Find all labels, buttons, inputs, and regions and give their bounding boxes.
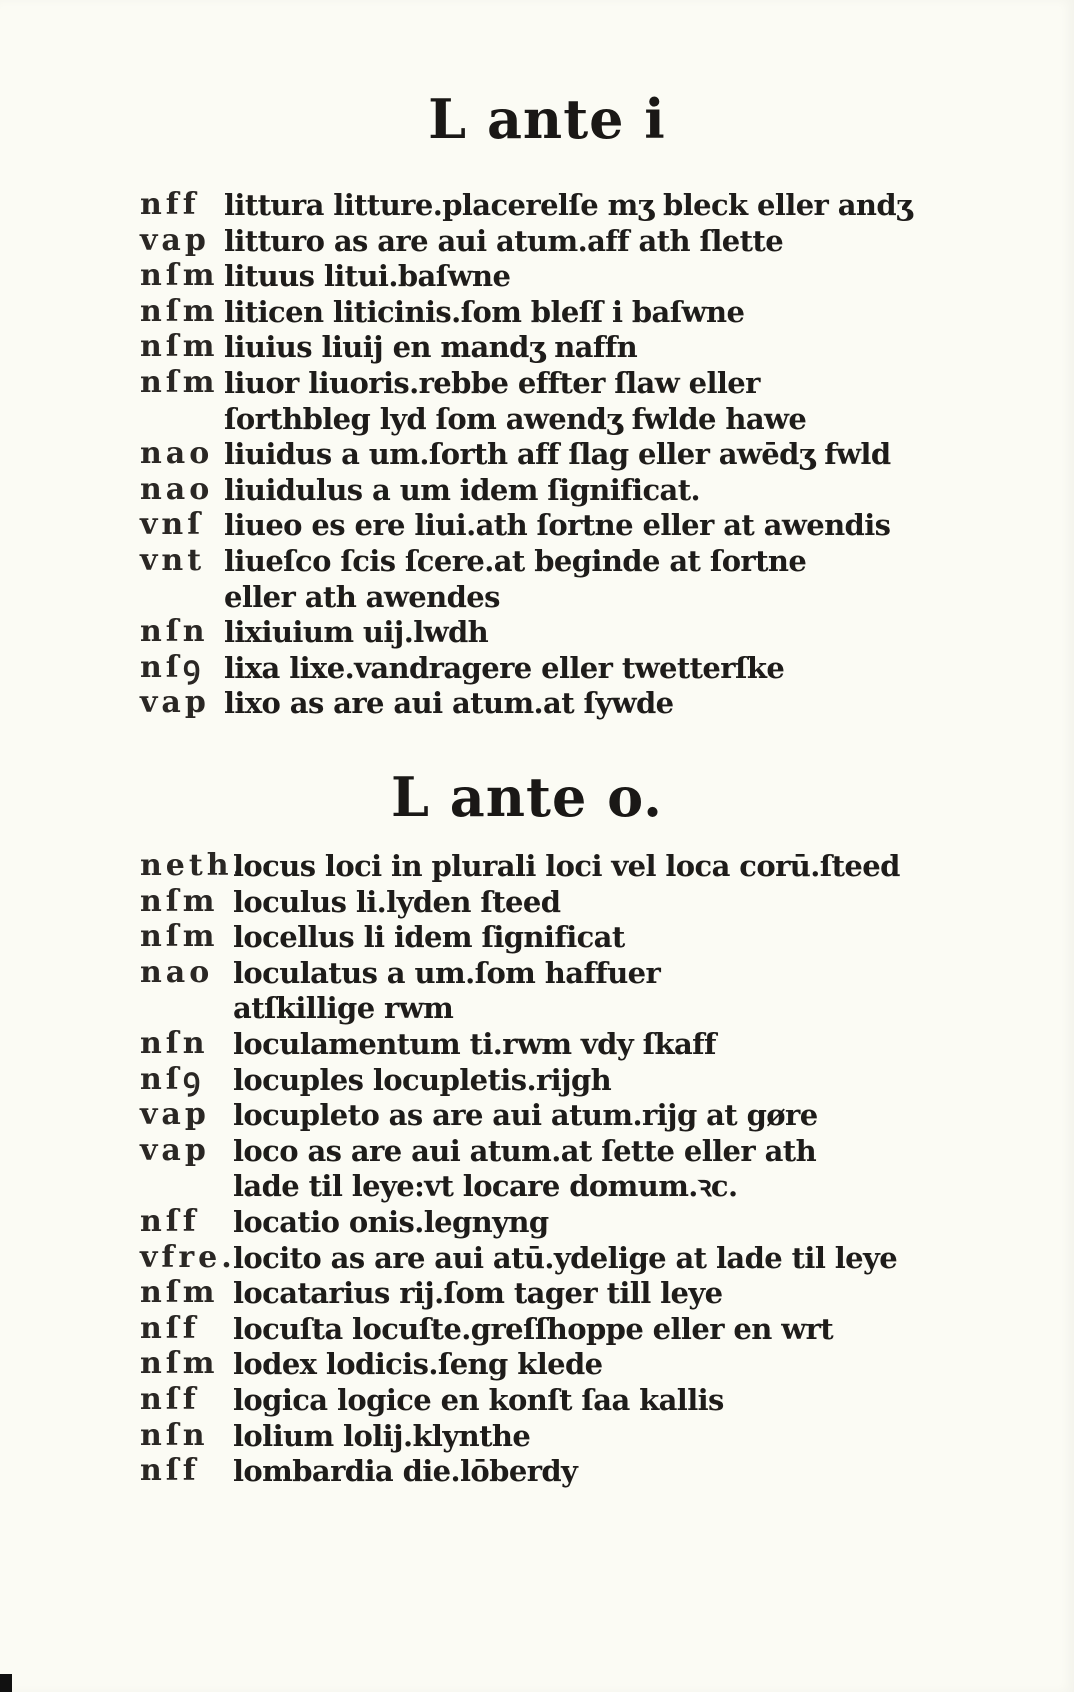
entry-grammar-code: nao <box>140 954 214 990</box>
entry-grammar-code: nſf <box>140 1310 200 1346</box>
entry-grammar-code: nſn <box>140 1025 209 1061</box>
entry-definition: locuples locupletis.rijgh <box>233 1062 612 1097</box>
entry-grammar-code: nff <box>140 187 200 222</box>
entry-grammar-code: vfre. <box>140 1239 236 1275</box>
entry-grammar-code: nſꝯ <box>140 649 205 685</box>
entry-definition: loculamentum ti.rwm vdy ſkaff <box>233 1026 716 1061</box>
dictionary-entry <box>0 507 1074 543</box>
dictionary-entry <box>0 223 1074 259</box>
entry-definition: lolium lolij.klynthe <box>233 1418 531 1453</box>
section-heading-l-ante-i: L ante i <box>428 87 666 151</box>
entry-definition: eller ath awendes <box>224 579 500 614</box>
entry-grammar-code: vap <box>140 685 210 721</box>
entry-definition: liuidulus a um idem ſignificat. <box>224 472 701 507</box>
dictionary-entry <box>0 365 1074 401</box>
dictionary-entry <box>0 650 1074 686</box>
entry-definition: locatarius rij.ſom tager till leye <box>233 1276 723 1311</box>
entry-definition: lixo as are aui atum.at ſywde <box>224 686 674 721</box>
entry-definition: locupleto as are aui atum.rijg at gøre <box>233 1098 818 1133</box>
dictionary-entry <box>0 884 1074 920</box>
entry-grammar-code: nſn <box>140 1417 209 1453</box>
entry-definition: lituus litui.baſwne <box>224 259 511 294</box>
dictionary-entry <box>0 436 1074 472</box>
dictionary-entry <box>0 1346 1074 1382</box>
entry-definition: liuor liuoris.rebbe effter ſlaw eller <box>224 365 760 400</box>
entry-grammar-code: nſm <box>140 293 219 329</box>
entry-definition: lixiuium uij.lwdh <box>224 615 489 650</box>
entries-section-l-ante-i <box>0 187 1074 721</box>
entry-grammar-code: vnſ <box>140 507 205 543</box>
dictionary-entry <box>0 294 1074 330</box>
entry-grammar-code: neth. <box>140 848 248 883</box>
dictionary-entry <box>0 1026 1074 1062</box>
dictionary-entry <box>0 848 1074 884</box>
entry-definition: locito as are aui atū.ydelige at lade til leye <box>233 1240 898 1275</box>
dictionary-entry <box>0 543 1074 579</box>
dictionary-entry <box>0 1311 1074 1347</box>
entry-grammar-code: vap <box>140 222 210 258</box>
dictionary-entry <box>0 1062 1074 1098</box>
scan-edge-mark <box>0 1674 12 1692</box>
entry-grammar-code: nao <box>140 436 214 472</box>
dictionary-entry <box>0 919 1074 955</box>
entry-definition: liuius liuij en mandʒ naffn <box>224 330 638 365</box>
entry-definition: liueſco ſcis ſcere.at beginde at ſortne <box>224 543 807 578</box>
entry-grammar-code: nſm <box>140 883 219 919</box>
dictionary-entry <box>0 1382 1074 1418</box>
entry-grammar-code: nſm <box>140 1275 219 1311</box>
entry-definition: atſkillige rwm <box>233 991 454 1026</box>
entry-grammar-code: nſm <box>140 329 219 365</box>
entry-grammar-code: nao <box>140 471 214 507</box>
entry-definition: loco as are aui atum.at ſette eller ath <box>233 1133 817 1168</box>
entry-grammar-code: nſꝯ <box>140 1061 205 1097</box>
dictionary-entry <box>0 1453 1074 1489</box>
entry-definition: liticen liticinis.ſom bleſſ i baſwne <box>224 294 745 329</box>
entry-definition: loculatus a um.ſom haffuer <box>233 955 661 990</box>
entry-definition: locus loci in plurali loci vel loca corū.ſteed <box>233 849 900 883</box>
entries-section-l-ante-o <box>0 848 1074 1489</box>
entry-grammar-code: nſm <box>140 258 219 294</box>
dictionary-entry <box>0 685 1074 721</box>
entry-grammar-code: nſm <box>140 1346 219 1382</box>
entry-definition: liuidus a um.ſorth aff ſlag eller awēdʒ fwld <box>224 437 891 472</box>
entry-definition: logica logice en konſt ſaa kallis <box>233 1382 724 1417</box>
dictionary-entry <box>0 1133 1074 1169</box>
dictionary-entry <box>0 1240 1074 1276</box>
entry-grammar-code: nſm <box>140 919 219 955</box>
entry-grammar-code: nſf <box>140 1203 200 1239</box>
entry-grammar-code: vap <box>140 1132 210 1168</box>
dictionary-entry <box>0 472 1074 508</box>
entry-definition: liueo es ere liui.ath ſortne eller at awendis <box>224 508 891 543</box>
entry-grammar-code: vap <box>140 1097 210 1133</box>
dictionary-entry <box>0 1275 1074 1311</box>
dictionary-entry <box>0 614 1074 650</box>
dictionary-entry <box>0 258 1074 294</box>
entry-definition: locellus li idem ſignificat <box>233 920 625 955</box>
entry-grammar-code: nſf <box>140 1381 200 1417</box>
entry-definition: lodex lodicis.ſeng klede <box>233 1347 603 1382</box>
entry-continuation <box>0 579 1074 615</box>
dictionary-entry <box>0 1204 1074 1240</box>
entry-continuation <box>0 401 1074 437</box>
entry-grammar-code: nſm <box>140 364 219 400</box>
entry-definition: lixa lixe.vandragere eller twetterſke <box>224 650 785 685</box>
entry-grammar-code: vnt <box>140 542 206 578</box>
dictionary-entry <box>0 329 1074 365</box>
entry-definition: littura litture.placerelſe mʒ bleck eller andʒ <box>224 188 912 222</box>
entry-definition: ſorthbleg lyd ſom awendʒ fwlde hawe <box>224 401 807 436</box>
entry-definition: litturo as are aui atum.aff ath ſlette <box>224 223 784 258</box>
dictionary-entry <box>0 1097 1074 1133</box>
entry-continuation <box>0 990 1074 1026</box>
section-heading-l-ante-o: L ante o. <box>391 765 663 829</box>
entry-grammar-code: nſf <box>140 1453 200 1489</box>
entry-definition: locuſta locuſte.greſſhoppe eller en wrt <box>233 1311 834 1346</box>
entry-definition: lombardia die.lōberdy <box>233 1454 578 1489</box>
entry-definition: lade til leye:vt locare domum.ꝛc. <box>233 1169 738 1204</box>
entry-continuation <box>0 1168 1074 1204</box>
entry-definition: loculus li.lyden ſteed <box>233 884 561 919</box>
dictionary-entry <box>0 187 1074 223</box>
dictionary-entry <box>0 1418 1074 1454</box>
entry-definition: locatio onis.legnyng <box>233 1204 549 1239</box>
dictionary-entry <box>0 955 1074 991</box>
entry-grammar-code: nſn <box>140 614 209 650</box>
